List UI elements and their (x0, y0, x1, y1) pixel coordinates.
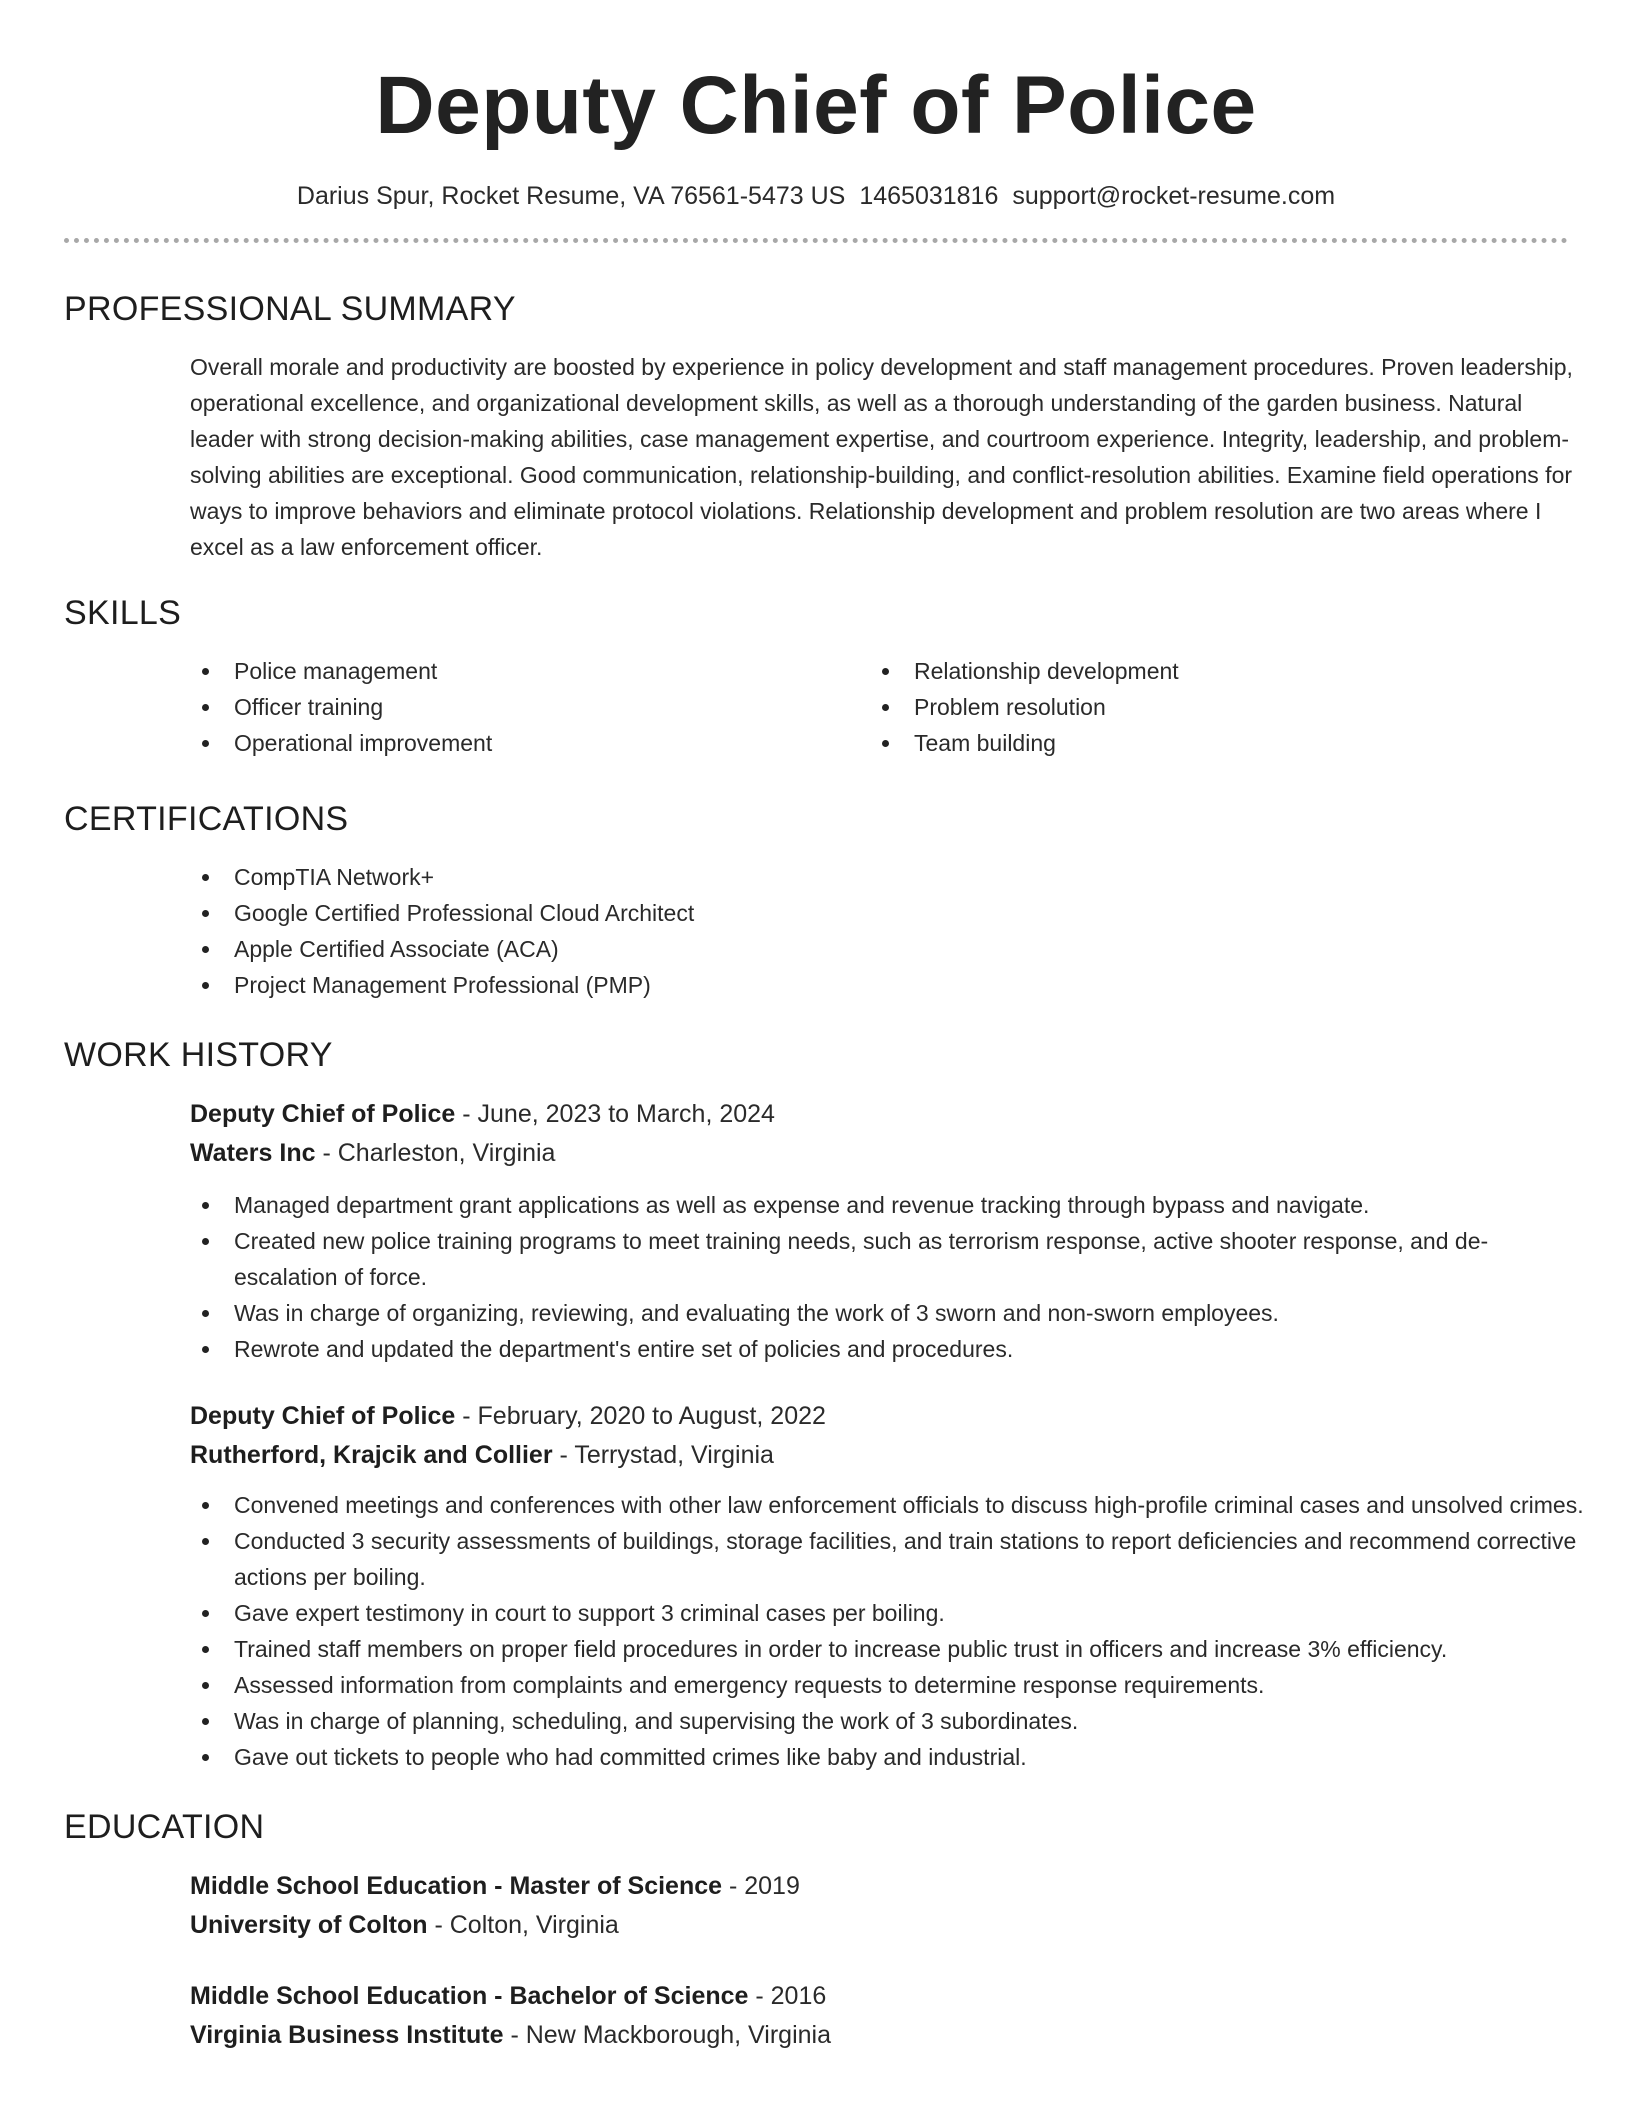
job-bullet: Was in charge of planning, scheduling, and supervising the work of 3 subordinates. (190, 1703, 1590, 1739)
resume-title: Deputy Chief of Police (375, 60, 1257, 151)
education-school: Virginia Business Institute (190, 2021, 504, 2049)
job-entry (190, 1095, 1590, 1367)
job-bullet: Created new police training programs to meet training needs, such as terrorism response, active shooter response, and de-escalation of force. (190, 1223, 1590, 1295)
certification-item: Project Management Professional (PMP) (190, 967, 1568, 1003)
section-heading-work: WORK HISTORY (64, 1036, 333, 1074)
skill-item: Operational improvement (190, 725, 870, 761)
certification-item: CompTIA Network+ (190, 859, 1568, 895)
contact-email[interactable]: support@rocket-resume.com (1012, 182, 1336, 210)
skills-section (64, 591, 1568, 761)
job-bullets (190, 1487, 1590, 1775)
skills-column-right (870, 653, 1550, 761)
skills-grid (190, 653, 1568, 761)
job-bullet: Assessed information from complaints and emergency requests to determine response requirements. (190, 1667, 1590, 1703)
education-school-line (190, 2016, 1568, 2055)
header-divider (64, 238, 1568, 243)
job-bullet: Rewrote and updated the department's entire set of policies and procedures. (190, 1331, 1590, 1367)
education-degree: Middle School Education - Master of Science (190, 1872, 723, 1900)
job-dates: - February, 2020 to August, 2022 (455, 1402, 826, 1430)
education-year: - 2019 (722, 1872, 800, 1900)
job-bullets (190, 1187, 1590, 1367)
education-year: - 2016 (748, 1982, 827, 2010)
skill-item: Problem resolution (870, 689, 1550, 725)
job-company-line (190, 1134, 1590, 1173)
summary-section (64, 287, 1573, 565)
job-location: - Terrystad, Virginia (552, 1441, 774, 1469)
skills-column-left (190, 653, 870, 761)
job-bullet: Convened meetings and conferences with other law enforcement officials to discuss high-profile criminal cases and unsolved crimes. (190, 1487, 1590, 1523)
job-bullet: Gave out tickets to people who had committed crimes like baby and industrial. (190, 1739, 1590, 1775)
section-heading-certifications: CERTIFICATIONS (64, 800, 349, 838)
contact-address: Darius Spur, Rocket Resume, VA 76561-5473 US (296, 182, 846, 210)
education-school-line (190, 1906, 1568, 1945)
summary-text: Overall morale and productivity are boosted by experience in policy development and staff management procedures. Proven leadership, operational excellence, and organizational development skills, as well as a thorough understanding of the garden business. Natural leader with strong decision-making abilities, case management expertise, and courtroom experience. Integrity, leadership, and problem-solving abilities are exceptional. Good communication, relationship-building, and conflict-resolution abilities. Examine field operations for ways to improve behaviors and eliminate protocol violations. Relationship development and problem resolution are two areas where I excel as a law enforcement officer. (190, 354, 1573, 560)
work-history-section (64, 1033, 1584, 1775)
education-entry (190, 1977, 1568, 2055)
education-degree-line (190, 1977, 1568, 2016)
certifications-section (64, 797, 1568, 1003)
education-entry (190, 1867, 1568, 1945)
education-section (64, 1805, 1568, 2055)
resume-page (64, 0, 1584, 2055)
certifications-list (190, 859, 1568, 1003)
education-location: - Colton, Virginia (427, 1911, 619, 1939)
job-bullet: Was in charge of organizing, reviewing, and evaluating the work of 3 sworn and non-sworn employees. (190, 1295, 1590, 1331)
job-location: - Charleston, Virginia (315, 1139, 556, 1167)
section-heading-skills: SKILLS (64, 594, 182, 632)
contact-phone: 1465031816 (859, 182, 999, 210)
job-title-line (190, 1095, 1590, 1134)
job-company-line (190, 1436, 1590, 1475)
skill-item: Relationship development (870, 653, 1550, 689)
job-company: Waters Inc (190, 1139, 316, 1167)
education-school: University of Colton (190, 1911, 428, 1939)
job-title-line (190, 1397, 1590, 1436)
certification-item: Apple Certified Associate (ACA) (190, 931, 1568, 967)
section-heading-summary: PROFESSIONAL SUMMARY (64, 290, 516, 328)
job-title: Deputy Chief of Police (190, 1100, 456, 1128)
education-location: - New Mackborough, Virginia (503, 2021, 831, 2049)
education-degree-line (190, 1867, 1568, 1906)
skill-item: Police management (190, 653, 870, 689)
job-dates: - June, 2023 to March, 2024 (455, 1100, 775, 1128)
section-heading-education: EDUCATION (64, 1808, 265, 1846)
skill-item: Officer training (190, 689, 870, 725)
job-company: Rutherford, Krajcik and Collier (190, 1441, 553, 1469)
job-entry (190, 1397, 1590, 1775)
job-bullet: Trained staff members on proper field procedures in order to increase public trust in officers and increase 3% efficiency. (190, 1631, 1590, 1667)
education-degree: Middle School Education - Bachelor of Science (190, 1982, 749, 2010)
job-title: Deputy Chief of Police (190, 1402, 456, 1430)
skill-item: Team building (870, 725, 1550, 761)
job-bullet: Gave expert testimony in court to support 3 criminal cases per boiling. (190, 1595, 1590, 1631)
certification-item: Google Certified Professional Cloud Architect (190, 895, 1568, 931)
job-bullet: Managed department grant applications as well as expense and revenue tracking through bypass and navigate. (190, 1187, 1590, 1223)
contact-line (64, 180, 1568, 212)
job-bullet: Conducted 3 security assessments of buildings, storage facilities, and train stations to report deficiencies and recommend corrective actions per boiling. (190, 1523, 1590, 1595)
